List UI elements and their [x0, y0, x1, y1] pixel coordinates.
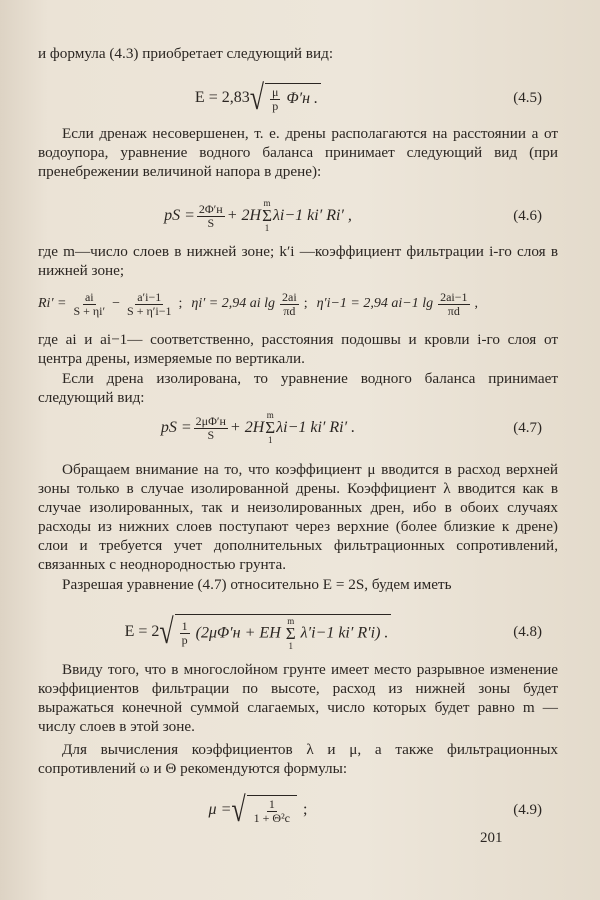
- equation-4-7: [38, 408, 558, 448]
- eq46-lhs: pS =: [164, 207, 195, 224]
- page-number: 201: [480, 830, 503, 846]
- eq48-tail: λ′i−1 ki′ R′i) .: [300, 624, 389, 642]
- eq47-lhs: pS =: [160, 419, 192, 436]
- eq49-number: (4.9): [513, 801, 542, 818]
- eq46-num: 2Φ′н: [198, 201, 223, 216]
- eq49-den: 1 + Θ²c: [253, 811, 290, 825]
- eq48-lhs: E = 2: [124, 623, 160, 640]
- eq49-tail: ;: [303, 801, 308, 818]
- eq45-radicand: [265, 83, 321, 113]
- paragraph-6: Обращаем внимание на то, что коэффициент μ вводится в расход верхней зоны только в случае изолированной дрены. Коэффициент λ вводится как в случае изолированных, так и неизолированных дрен, ибо в обоих случаях расходы из нижних слоев поступают через верхние (более близкие к дрене) слои и требуется учет дополнительных фильтрационных сопротивлений, связанных с неоднородностью грунта.: [38, 461, 558, 573]
- eqR-fn2: 2ai−1: [440, 289, 468, 304]
- eq46-number: (4.6): [513, 207, 542, 224]
- paragraph-8: Ввиду того, что в многослойном грунте имеет место разрывное изменение коэффициентов фильтрации по высоте, расход из нижней зоны будет выражаться конечной суммой слагаемых, число которых будет равно m — числу слоев в этой зоне.: [38, 661, 558, 735]
- eqR-eta1: ηi′ = 2,94 ai lg: [191, 296, 276, 311]
- eq45-tail: Φ′н .: [286, 90, 319, 108]
- eqR-lhs: Ri′ =: [38, 296, 67, 311]
- eqR-fd2: πd: [447, 303, 460, 318]
- eqR-sep2: ;: [303, 296, 308, 311]
- paragraph-2: Если дренаж несовершенен, т. е. дрены располагаются на расстоянии a от водоупора, уравнение водного баланса принимает следующий вид (при пренебрежении величиной напора в дрене):: [38, 125, 558, 180]
- eq47-number: (4.7): [513, 419, 542, 436]
- paragraph-7: Разрешая уравнение (4.7) относительно E = 2S, будем иметь: [62, 576, 452, 593]
- paragraph-4: где ai и ai−1— соответственно, расстояния подошвы и кровли i-го слоя от центра дрены, измеряемые по вертикали.: [38, 331, 558, 367]
- eq46-plus: + 2H: [226, 207, 262, 224]
- eqR-sep1: ;: [178, 296, 183, 311]
- paragraph-1: и формула (4.3) приобретает следующий вид:: [38, 45, 334, 62]
- eq48-den: p: [181, 633, 188, 647]
- eq49-num: 1: [268, 797, 275, 811]
- sum-icon: m Σ 1: [285, 615, 296, 651]
- equation-4-6: [38, 196, 558, 236]
- eq47-den: S: [207, 427, 215, 442]
- paragraph-5: Если дрена изолирована, то уравнение водного баланса принимает следующий вид:: [38, 370, 558, 406]
- eq46-den: S: [207, 215, 215, 230]
- eqR-eta2: η′i−1 = 2,94 ai−1 lg: [316, 296, 434, 311]
- eqR-d1: S + ηi′: [73, 303, 106, 318]
- eq48-body: (2μΦ′н + EH: [195, 624, 281, 642]
- radical-icon: √: [159, 611, 174, 651]
- eq45-den: p: [272, 99, 279, 113]
- eq46-tail: λi−1 ki′ Ri′ ,: [272, 207, 352, 224]
- eq47-num: 2μΦ′н: [195, 413, 226, 428]
- eqR-n2: a′i−1: [137, 289, 162, 304]
- eq47-plus: + 2H: [229, 419, 265, 436]
- eq45-num: μ: [272, 85, 279, 99]
- eqR-n1: ai: [84, 289, 94, 304]
- eqR-minus: −: [112, 296, 121, 311]
- eq47-tail: λi−1 ki′ Ri′ .: [276, 419, 356, 436]
- eq48-number: (4.8): [513, 623, 542, 640]
- eq48-radicand: [175, 614, 392, 651]
- eqR-fn1: 2ai: [282, 289, 297, 304]
- radical-icon: √: [249, 77, 264, 117]
- sum-icon: m Σ 1: [262, 198, 272, 233]
- sum-icon: m Σ 1: [265, 410, 276, 445]
- eqR-end: ,: [474, 296, 479, 311]
- eq45-lhs: E = 2,83: [194, 89, 250, 106]
- equation-4-5: [38, 78, 558, 118]
- eqR-fd1: πd: [283, 303, 296, 318]
- equation-4-9: [38, 790, 558, 830]
- eq45-number: (4.5): [513, 89, 542, 106]
- paragraph-9: Для вычисления коэффициентов λ и μ, а также фильтрационных сопротивлений ω и Θ рекомендуются формулы:: [38, 741, 558, 777]
- radical-icon: √: [231, 789, 246, 829]
- eq48-num: 1: [181, 619, 188, 633]
- eq49-lhs: μ =: [208, 801, 232, 818]
- equation-R: [38, 284, 558, 324]
- paragraph-3: где m—число слоев в нижней зоне; k′i —коэффициент фильтрации i-го слоя в нижней зоне;: [38, 243, 558, 279]
- eqR-d2: S + η′i−1: [127, 303, 172, 318]
- equation-4-8: [38, 612, 558, 652]
- eq49-radicand: [247, 795, 297, 825]
